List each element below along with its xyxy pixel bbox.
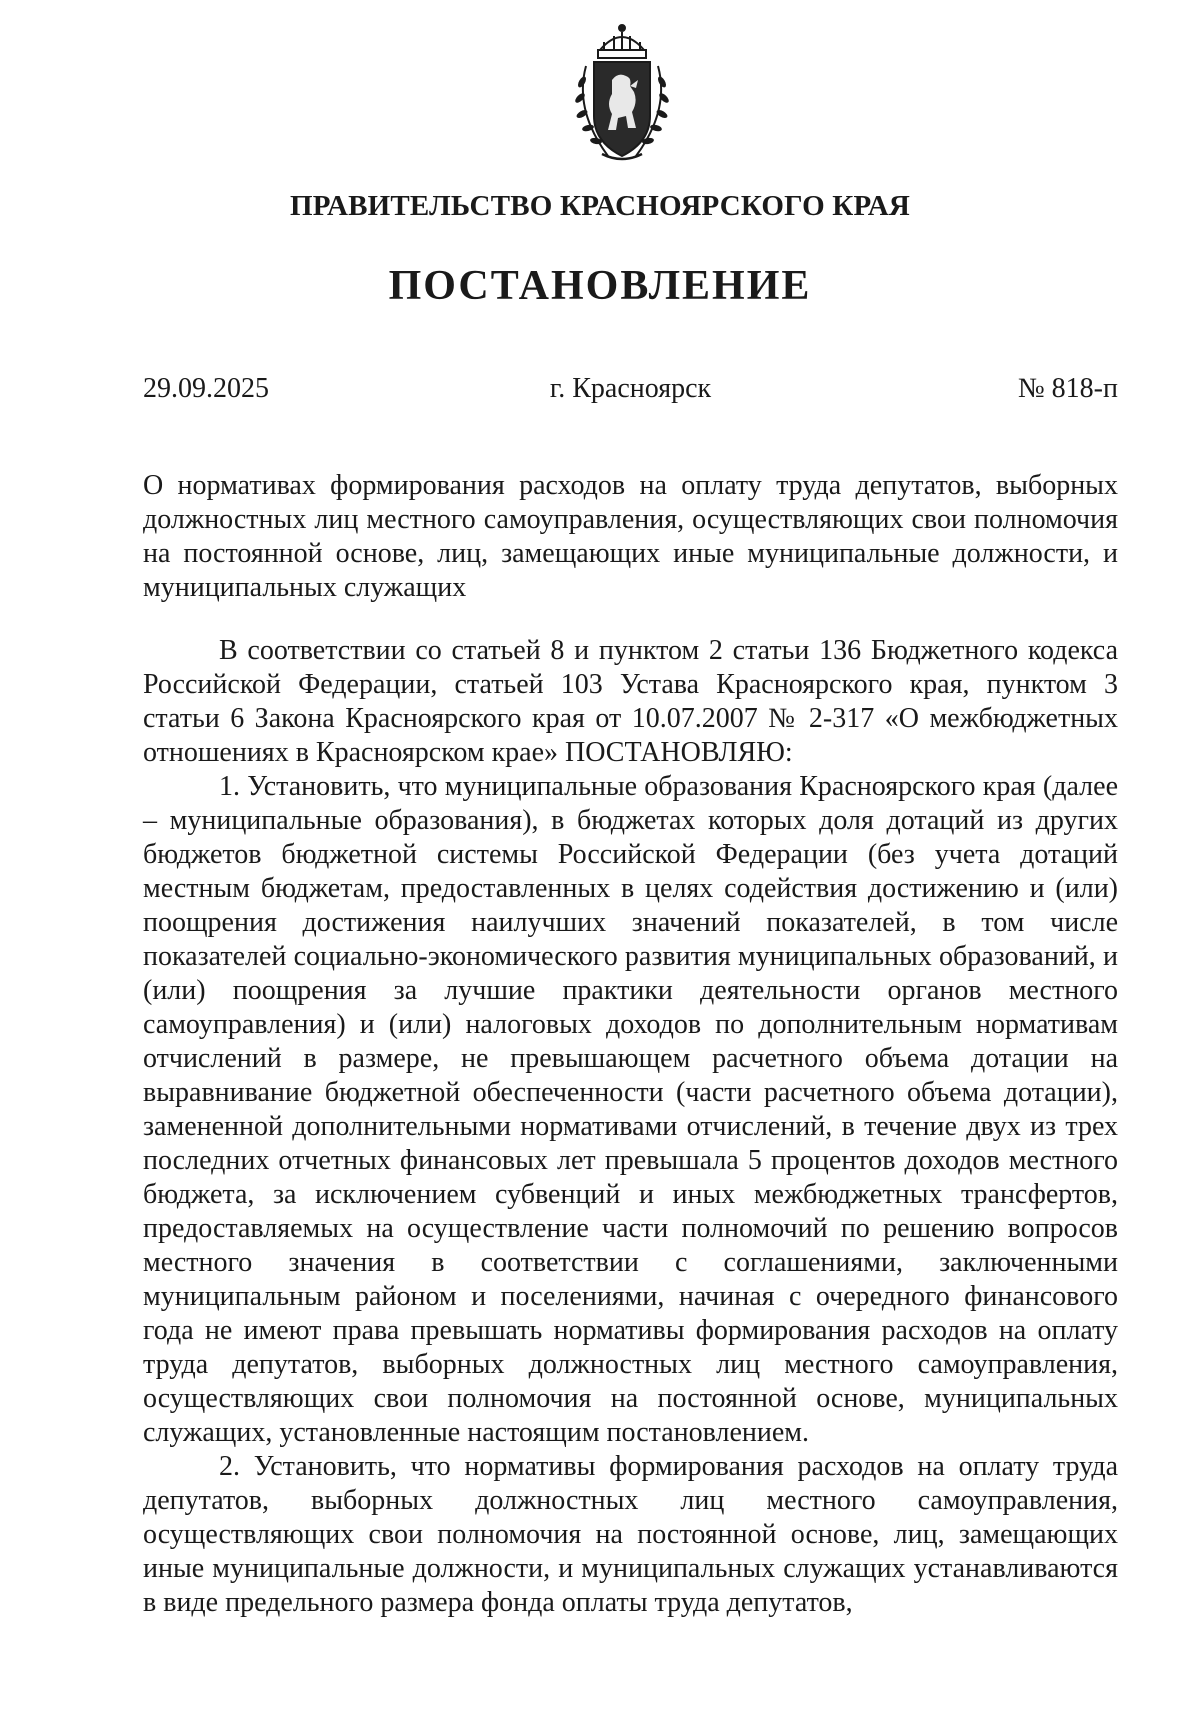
document-body [143,634,1118,1620]
preamble-paragraph: В соответствии со статьей 8 и пунктом 2 статьи 136 Бюджетного кодекса Российской Федерации, статьей 103 Устава Красноярского края, пунктом 3 статьи 6 Закона Красноярского края от 10.07.2007 № 2-317 «О межбюджетных отношениях в Красноярском крае» ПОСТАНОВЛЯЮ: [143,635,1118,768]
organization-title: ПРАВИТЕЛЬСТВО КРАСНОЯРСКОГО КРАЯ [289,190,911,222]
document-type-heading: ПОСТАНОВЛЕНИЕ [388,263,812,309]
coat-of-arms-icon [568,20,676,168]
document-subject: О нормативах формирования расходов на оплату труда депутатов, выборных должностных лиц местного самоуправления, осуществляющих свои полномочия на постоянной основе, лиц, замещающих иные муниципальные должности, и муниципальных служащих [143,470,1118,603]
item-1-paragraph: 1. Установить, что муниципальные образования Красноярского края (далее – муниципальные образования), в бюджетах которых доля дотаций из других бюджетов бюджетной системы Российской Федерации (без учета дотаций местным бюджетам, предоставленных в целях содействия достижению и (или) поощрения достижения наилучших значений показателей, в том числе показателей социально-экономического развития муниципальных образований, и (или) поощрения за лучшие практики деятельности органов местного самоуправления) и (или) налоговых доходов по дополнительным нормативам отчислений в размере, не превышающем расчетного объема дотации на выравнивание бюджетной обеспеченности (части расчетного объема дотации), замененной дополнительными нормативами отчислений, в течение двух из трех последних отчетных финансовых лет превышала 5 процентов доходов местного бюджета, за исключением субвенций и иных межбюджетных трансфертов, предоставляемых на осуществление части полномочий по решению вопросов местного значения в соответствии с соглашениями, заключенными муниципальным районом и поселениями, начиная с очередного финансового года не имеют права превышать нормативы формирования расходов на оплату труда депутатов, выборных должностных лиц местного самоуправления, осуществляющих свои полномочия на постоянной основе, муниципальных служащих, установленные настоящим постановлением. [143,771,1118,1448]
document-date: 29.09.2025 [143,373,269,404]
item-2-paragraph: 2. Установить, что нормативы формирования расходов на оплату труда депутатов, выборных должностных лиц местного самоуправления, осуществляющих свои полномочия на постоянной основе, лиц, замещающих иные муниципальные должности, и муниципальных служащих устанавливаются в виде предельного размера фонда оплаты труда депутатов, [143,1451,1118,1618]
document-number: № 818-п [1017,373,1118,404]
document-meta-row [143,373,1118,409]
document-city: г. Красноярск [549,373,712,404]
